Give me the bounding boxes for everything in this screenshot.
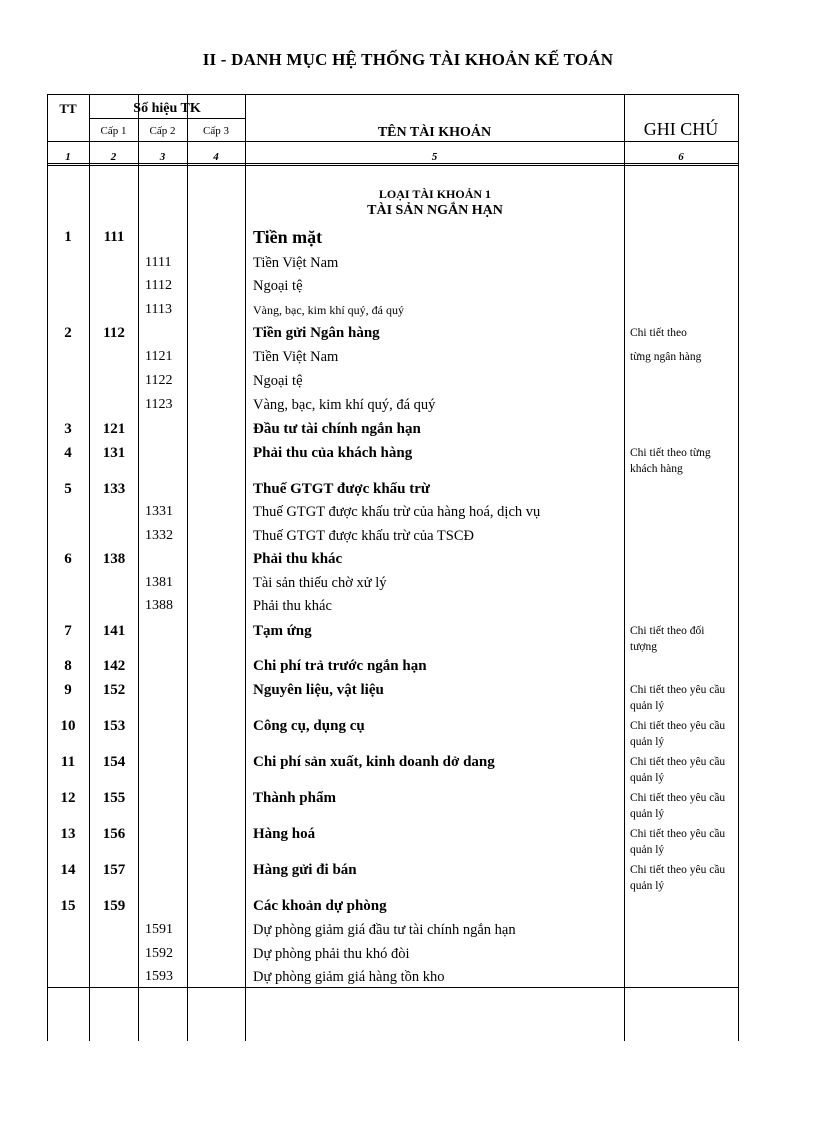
- row-tt: 7: [64, 623, 72, 639]
- row-cap1: 154: [102, 754, 126, 770]
- row-account-name: Phải thu khác: [253, 598, 332, 614]
- table-row: [47, 393, 739, 417]
- row-account-name: Hàng gửi đi bán: [253, 862, 357, 878]
- row-note: Chi tiết theo yêu cầu quản lý: [630, 864, 726, 892]
- table-row: [47, 786, 739, 820]
- row-account-name: Tiền Việt Nam: [253, 255, 339, 271]
- row-account-name: Tiền gửi Ngân hàng: [253, 325, 380, 341]
- col-index-5: 5: [431, 151, 438, 163]
- row-account-name: Chi phí sản xuất, kinh doanh dở dang: [253, 754, 495, 770]
- row-cap1: 121: [102, 421, 126, 437]
- row-tt: 6: [64, 551, 72, 567]
- row-tt: 13: [60, 826, 76, 842]
- table-row: [47, 524, 739, 548]
- row-account-name: Tiền Việt Nam: [253, 349, 339, 365]
- row-account-name: Dự phòng phải thu khó đòi: [253, 946, 410, 962]
- row-account-name: Các khoản dự phòng: [253, 898, 387, 914]
- row-tt: 8: [64, 658, 72, 674]
- row-note: Chi tiết theo từng khách hàng: [630, 447, 711, 475]
- row-account-name: Đầu tư tài chính ngắn hạn: [253, 421, 421, 437]
- row-tt: 2: [64, 325, 72, 341]
- row-account-name: Ngoại tệ: [253, 373, 303, 389]
- row-tt: 5: [64, 481, 72, 497]
- row-cap2: 1122: [145, 373, 173, 388]
- table-row: [47, 547, 739, 571]
- table-row: [47, 654, 739, 678]
- table-row: [47, 274, 739, 298]
- row-cap1: 138: [102, 551, 126, 567]
- row-tt: 4: [64, 445, 72, 461]
- table-row: [47, 858, 739, 892]
- row-cap1: 131: [102, 445, 126, 461]
- table-row: [47, 321, 739, 345]
- account-table: [47, 94, 739, 1041]
- row-tt: 15: [60, 898, 76, 914]
- row-cap1: 142: [102, 658, 126, 674]
- row-cap1: 153: [102, 718, 126, 734]
- table-row: [47, 714, 739, 748]
- row-account-name: Vàng, bạc, kim khí quý, đá quý: [253, 397, 436, 413]
- row-tt: 11: [60, 754, 76, 770]
- table-row: [47, 251, 739, 275]
- row-cap1: 156: [102, 826, 126, 842]
- row-tt: 1: [64, 229, 72, 245]
- table-row: [47, 965, 739, 989]
- row-account-name: Tài sản thiếu chờ xử lý: [253, 575, 387, 591]
- table-row: [47, 345, 739, 369]
- row-tt: 9: [64, 682, 72, 698]
- section-line-1: LOẠI TÀI KHOẢN 1: [378, 187, 492, 201]
- col-index-2: 2: [110, 151, 117, 163]
- header-cap3: Cấp 3: [203, 125, 229, 137]
- row-tt: 10: [60, 718, 76, 734]
- row-account-name: Tiền mặt: [253, 227, 323, 247]
- header-cap1: Cấp 1: [100, 125, 127, 137]
- row-note: Chi tiết theo: [630, 327, 687, 339]
- row-account-name: Hàng hoá: [253, 826, 316, 842]
- row-account-name: Thuế GTGT được khấu trừ của hàng hoá, dịch vụ: [253, 504, 541, 520]
- row-cap2: 1593: [145, 969, 173, 984]
- row-cap2: 1381: [145, 575, 173, 590]
- table-row: [47, 571, 739, 595]
- row-cap1: 111: [103, 229, 125, 245]
- table-row: [47, 417, 739, 441]
- table-row: [47, 942, 739, 966]
- col-index-4: 4: [213, 151, 219, 163]
- table-row: [47, 441, 739, 475]
- row-note: Chi tiết theo yêu cầu quản lý: [630, 684, 726, 712]
- row-note: Chi tiết theo yêu cầu quản lý: [630, 756, 726, 784]
- row-tt: 3: [64, 421, 72, 437]
- section-line-2: TÀI SẢN NGẮN HẠN: [367, 203, 503, 218]
- row-cap2: 1113: [145, 302, 172, 317]
- header-ghi-chu: GHI CHÚ: [643, 119, 719, 139]
- table-row: [47, 894, 739, 918]
- row-account-name: Dự phòng giảm giá đầu tư tài chính ngắn hạn: [253, 922, 516, 938]
- row-cap1: 155: [102, 790, 126, 806]
- table-row: [47, 822, 739, 856]
- row-account-name: Vàng, bạc, kim khí quý, đá quý: [253, 303, 404, 317]
- table-row: [47, 619, 739, 653]
- row-account-name: Thuế GTGT được khấu trừ: [253, 481, 430, 497]
- table-row: [47, 594, 739, 618]
- row-cap1: 112: [103, 325, 125, 341]
- row-account-name: Phải thu khác: [253, 551, 343, 567]
- row-cap2: 1591: [145, 922, 173, 937]
- row-tt: 12: [60, 790, 76, 806]
- row-account-name: Tạm ứng: [253, 623, 312, 639]
- table-row: [47, 678, 739, 712]
- row-cap1: 159: [102, 898, 126, 914]
- row-account-name: Thuế GTGT được khấu trừ của TSCĐ: [253, 528, 474, 544]
- table-row: [47, 500, 739, 524]
- row-cap2: 1388: [145, 598, 173, 613]
- table-row: [47, 750, 739, 784]
- row-note: Chi tiết theo yêu cầu quản lý: [630, 720, 726, 748]
- header-so-hieu: Số hiệu TK: [133, 101, 201, 116]
- table-row: [47, 918, 739, 942]
- row-tt: 14: [60, 862, 76, 878]
- row-account-name: Phải thu của khách hàng: [253, 445, 413, 461]
- row-note: từng ngân hàng: [630, 351, 702, 363]
- row-cap2: 1592: [145, 946, 173, 961]
- row-account-name: Công cụ, dụng cụ: [253, 718, 365, 734]
- row-cap1: 157: [102, 862, 126, 878]
- col-index-3: 3: [159, 151, 166, 163]
- row-account-name: Nguyên liệu, vật liệu: [253, 682, 384, 698]
- col-index-6: 6: [678, 151, 684, 163]
- header-ten-tai-khoan: TÊN TÀI KHOẢN: [377, 125, 492, 140]
- table-row: [47, 369, 739, 393]
- table-row: [47, 225, 739, 249]
- header-tt: TT: [59, 101, 77, 116]
- row-note: Chi tiết theo yêu cầu quản lý: [630, 792, 726, 820]
- row-cap2: 1332: [145, 528, 173, 543]
- page-title: II - DANH MỤC HỆ THỐNG TÀI KHOẢN KẾ TOÁN: [202, 50, 614, 69]
- row-cap1: 133: [102, 481, 126, 497]
- row-note: Chi tiết theo đối tượng: [630, 625, 705, 653]
- row-cap2: 1123: [145, 397, 173, 412]
- table-row: [47, 477, 739, 501]
- row-note: Chi tiết theo yêu cầu quản lý: [630, 828, 726, 856]
- col-index-1: 1: [65, 151, 71, 163]
- row-account-name: Ngoại tệ: [253, 278, 303, 294]
- table-row: [47, 298, 739, 322]
- row-cap2: 1112: [145, 278, 172, 293]
- row-cap1: 141: [102, 623, 126, 639]
- row-cap1: 152: [102, 682, 126, 698]
- row-cap2: 1111: [145, 255, 172, 270]
- row-account-name: Thành phẩm: [253, 790, 336, 806]
- header-cap2: Cấp 2: [149, 125, 176, 137]
- row-account-name: Chi phí trả trước ngắn hạn: [253, 658, 427, 674]
- row-cap2: 1331: [145, 504, 173, 519]
- row-cap2: 1121: [145, 349, 173, 364]
- row-account-name: Dự phòng giảm giá hàng tồn kho: [253, 969, 445, 985]
